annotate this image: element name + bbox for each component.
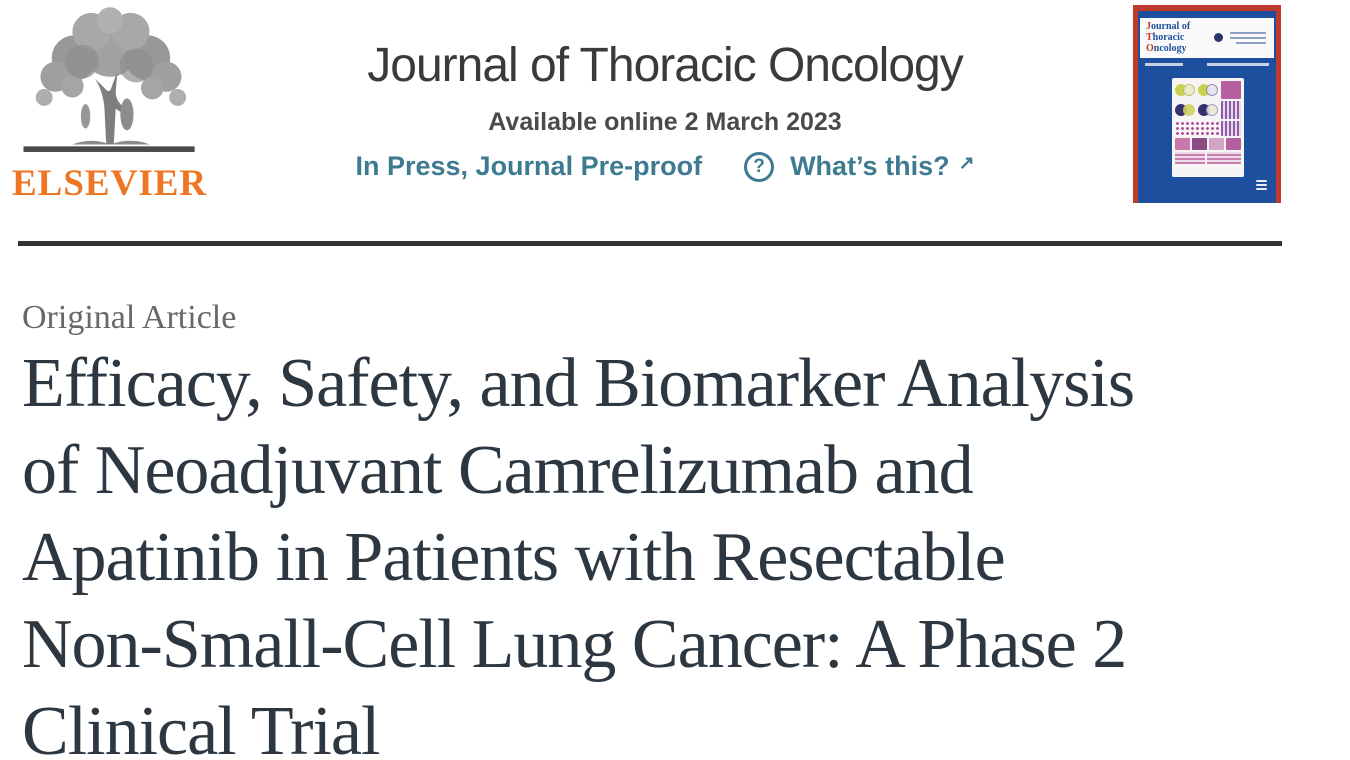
journal-banner (320, 38, 1010, 182)
article-title-line: Clinical Trial (22, 693, 380, 760)
cover-issue-strip (1140, 60, 1274, 70)
cover-masthead (1140, 18, 1274, 58)
cover-figure-panel (1172, 78, 1244, 177)
cover-society-logo (1214, 30, 1266, 46)
journal-cover-link[interactable] (1133, 5, 1281, 203)
in-press-row (320, 151, 1010, 182)
elsevier-wordmark: ELSEVIER (12, 163, 208, 204)
external-link-icon: ↗ (958, 153, 975, 174)
available-online-date: Available online 2 March 2023 (488, 108, 842, 136)
journal-title-link[interactable]: Journal of Thoracic Oncology (367, 39, 963, 92)
article-title (22, 340, 1302, 760)
article-title-line: Efficacy, Safety, and Biomarker Analysis (22, 345, 1135, 422)
article-header (0, 0, 1350, 235)
whats-this-link[interactable]: What’s this? (790, 151, 950, 181)
elsevier-logo[interactable] (12, 2, 208, 204)
cover-bottom-logo-icon (1256, 180, 1268, 193)
article-title-line: of Neoadjuvant Camrelizumab and (22, 432, 973, 509)
article-title-line: Apatinib in Patients with Resectable (22, 519, 1005, 596)
cover-journal-title: Journal of Thoracic Oncology (1146, 21, 1191, 54)
article-title-line: Non-Small-Cell Lung Cancer: A Phase 2 (22, 606, 1127, 683)
in-press-status: In Press, Journal Pre-proof (355, 151, 703, 181)
help-question-icon[interactable]: ? (744, 152, 774, 182)
header-divider (18, 241, 1282, 246)
elsevier-tree-icon (16, 2, 204, 160)
article-type-label: Original Article (22, 299, 237, 336)
